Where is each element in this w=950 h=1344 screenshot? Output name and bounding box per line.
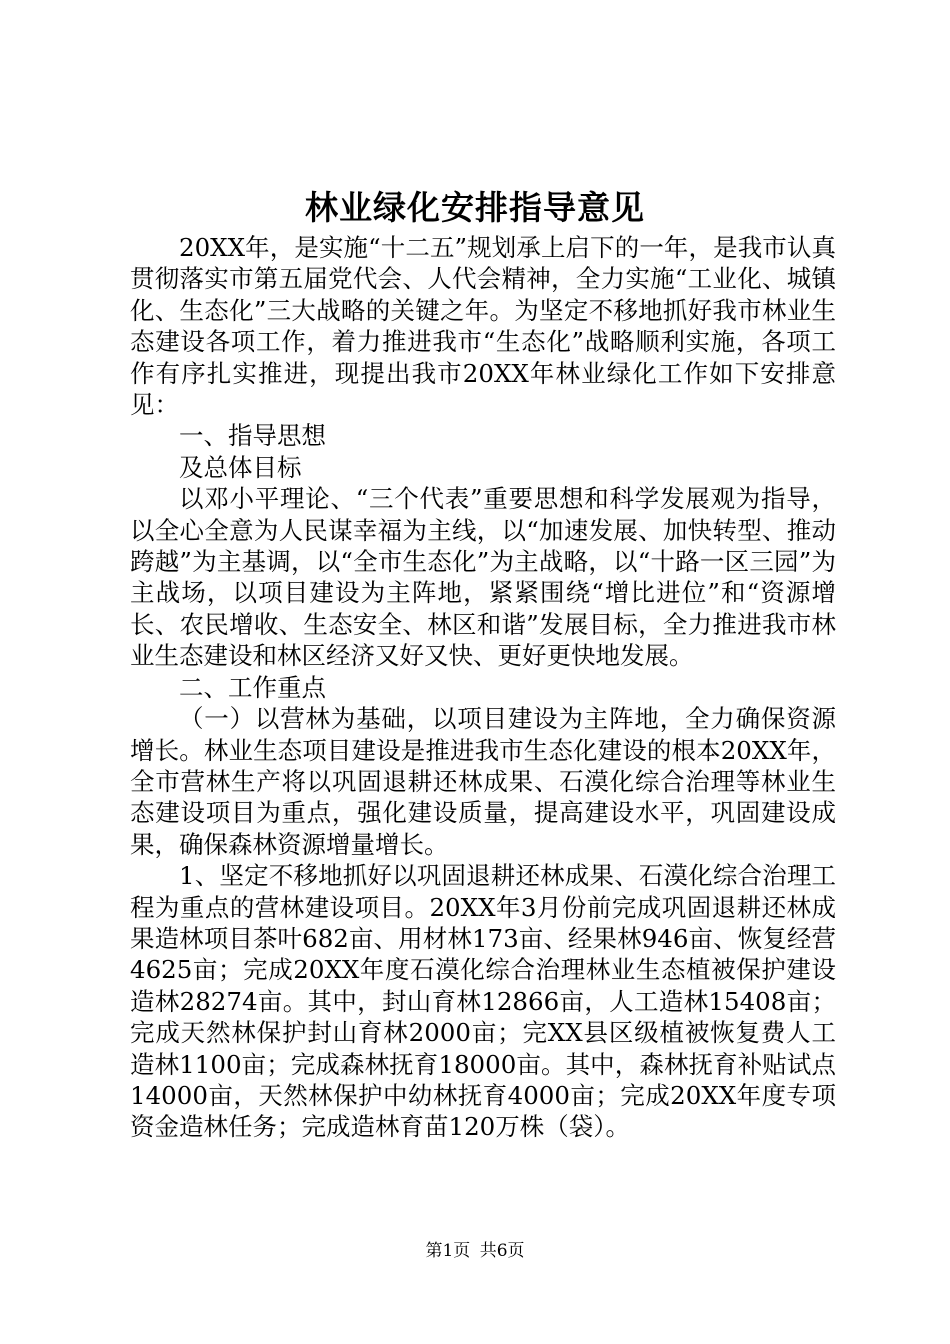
document-body — [130, 232, 836, 1143]
section-heading-guiding-thought: 一、指导思想 — [179, 421, 326, 451]
paragraph-forestry-projects: （一）以营林为基础，以项目建设为主阵地，全力确保资源增长。林业生态项目建设是推进我市生态化建设的根本20XX年，全市营林生产将以巩固退耕还林成果、石漠化综合治理等林业生态建设项目为重点，强化建设质量，提高建设水平，巩固建设成果，确保森林资源增量增长。 — [130, 704, 836, 859]
section-heading-overall-goal: 及总体目标 — [179, 452, 302, 482]
page-number-total: 共6页 — [479, 1241, 525, 1261]
section-heading-work-focus: 二、工作重点 — [179, 672, 326, 702]
paragraph-item-1: 1、坚定不移地抓好以巩固退耕还林成果、石漠化综合治理工程为重点的营林建设项目。20XX年3月份前完成巩固退耕还林成果造林项目茶叶682亩、用材林173亩、经果林946亩、恢复经营4625亩；完成20XX年度石漠化综合治理林业生态植被保护建设造林28274亩。其中，封山育林12866亩，人工造林15408亩；完成天然林保护封山育林2000亩；完XX县区级植被恢复费人工造林1100亩；完成森林抚育18000亩。其中，森林抚育补贴试点14000亩，天然林保护中幼林抚育4000亩；完成20XX年度专项资金造林任务；完成造林育苗120万株（袋）。 — [130, 861, 836, 1142]
paragraph-intro: 20XX年，是实施“十二五”规划承上启下的一年，是我市认真贯彻落实市第五届党代会、人代会精神，全力实施“工业化、城镇化、生态化”三大战略的关键之年。为坚定不移地抓好我市林业生态建设各项工作，着力推进我市“生态化”战略顺利实施，各项工作有序扎实推进，现提出我市20XX年林业绿化工作如下安排意见： — [130, 233, 836, 420]
page-number-current: 第1页 — [425, 1241, 471, 1261]
paragraph-guiding-thought: 以邓小平理论、“三个代表”重要思想和科学发展观为指导，以全心全意为人民谋幸福为主线，以“加速发展、加快转型、推动跨越”为主基调，以“全市生态化”为主战略，以“十路一区三园”为主战场，以项目建设为主阵地，紧紧围绕“增比进位”和“资源增长、农民增收、生态安全、林区和谐”发展目标，全力推进我市林业生态建设和林区经济又好又快、更好更快地发展。 — [130, 484, 836, 671]
page-footer — [0, 1239, 950, 1263]
document-title: 林业绿化安排指导意见 — [305, 188, 645, 227]
